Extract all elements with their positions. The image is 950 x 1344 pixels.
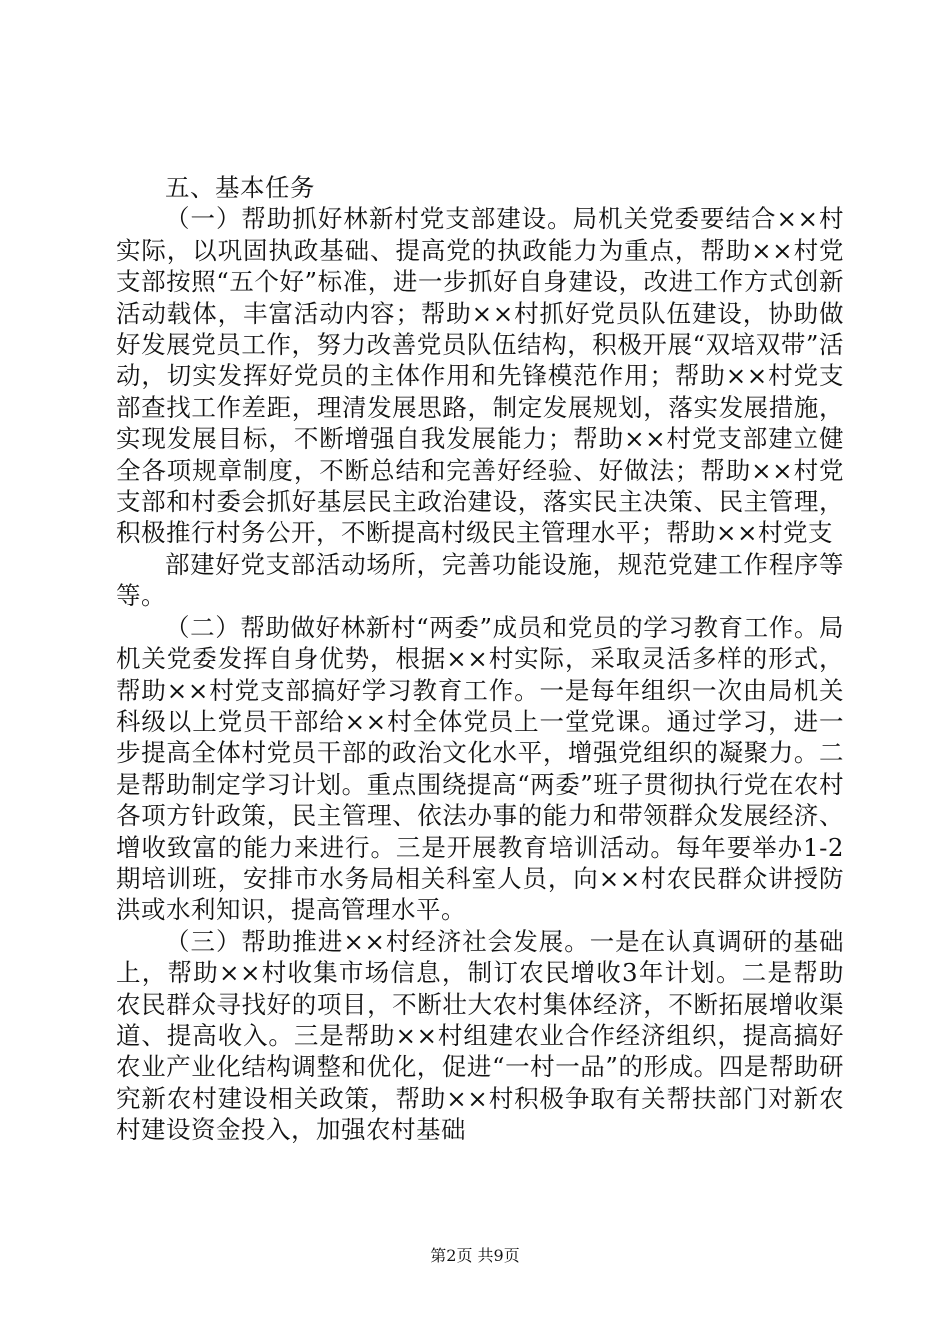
paragraph-party-branch-continued: 部建好党支部活动场所，完善功能设施，规范党建工作程序等等。 — [116, 549, 844, 611]
page-number-footer: 第2页 共9页 — [430, 1246, 520, 1265]
paragraph-economy: （三）帮助推进××村经济社会发展。一是在认真调研的基础上，帮助××村收集市场信息，制订农民增收3年计划。二是帮助农民群众寻找好的项目，不断壮大农村集体经济，不断拓展增收渠道、提高收入。三是帮助××村组建农业合作经济组织，提高搞好农业产业化结构调整和优化，促进“一村一品”的形成。四是帮助研究新农村建设相关政策，帮助××村积极争取有关帮扶部门对新农村建设资金投入，加强农村基础 — [116, 926, 844, 1145]
document-body — [116, 172, 844, 1146]
section-heading: 五、基本任务 — [165, 173, 315, 202]
paragraph-party-branch: （一）帮助抓好林新村党支部建设。局机关党委要结合××村实际，以巩固执政基础、提高党的执政能力为重点，帮助××村党支部按照“五个好”标准，进一步抓好自身建设，改进工作方式创新活动载体，丰富活动内容；帮助××村抓好党员队伍建设，协助做好发展党员工作，努力改善党员队伍结构，积极开展“双培双带”活动，切实发挥好党员的主体作用和先锋模范作用；帮助××村党支部查找工作差距，理清发展思路，制定发展规划，落实发展措施，实现发展目标，不断增强自我发展能力；帮助××村党支部建立健全各项规章制度，不断总结和完善好经验、好做法；帮助××村党支部和村委会抓好基层民主政治建设，落实民主决策、民主管理，积极推行村务公开，不断提高村级民主管理水平；帮助××村党支 — [116, 204, 844, 548]
paragraph-education: （二）帮助做好林新村“两委”成员和党员的学习教育工作。局机关党委发挥自身优势，根据××村实际，采取灵活多样的形式，帮助××村党支部搞好学习教育工作。一是每年组织一次由局机关科级以上党员干部给××村全体党员上一堂党课。通过学习，进一步提高全体村党员干部的政治文化水平，增强党组织的凝聚力。二是帮助制定学习计划。重点围绕提高“两委”班子贯彻执行党在农村各项方针政策，民主管理、依法办事的能力和带领群众发展经济、增收致富的能力来进行。三是开展教育培训活动。每年要举办1-2期培训班，安排市水务局相关科室人员，向××村农民群众讲授防洪或水利知识，提高管理水平。 — [116, 612, 844, 925]
